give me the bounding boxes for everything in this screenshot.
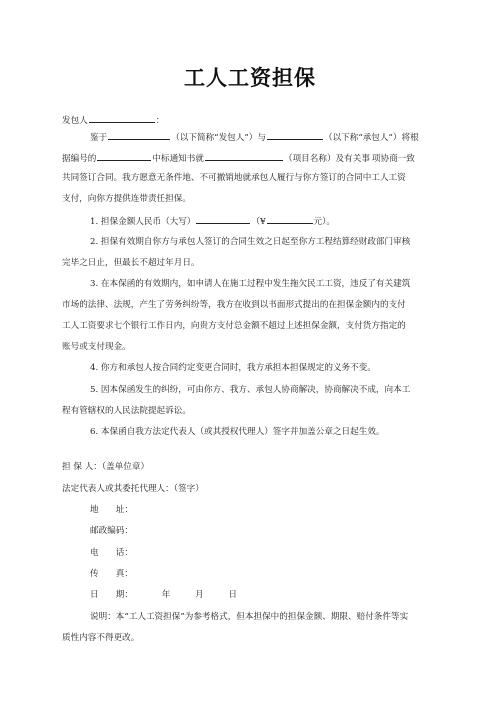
document-title: 工人工资担保 — [184, 65, 316, 90]
item3-line1: 3. 在本保函的有效期内，如申请人在施工过程中发生拖欠民工工资，违反了有关建筑 — [90, 279, 411, 289]
guarantor-line: 担 保 人：（盖单位章） — [62, 462, 150, 472]
legal-rep-line: 法定代表人或其委托代理人：（签字） — [62, 484, 204, 494]
note-line1: 说明：本“工人工资担保”为参考格式，但本担保中的担保金额、期限、赔付条件等实 — [90, 612, 409, 622]
item5-line1: 5. 因本保函发生的纠纷，可由你方、我方、承包人协商解决，协商解决不成，向本工 — [90, 385, 411, 395]
item3-line4: 账号或支付现金。 — [62, 342, 131, 352]
item1-line: 1. 担保金额人民币（大写） （¥ 元）。 — [90, 214, 335, 228]
bid-number-blank[interactable] — [97, 151, 151, 161]
postcode-line: 邮政编码： — [90, 526, 133, 536]
employer-label: 发包人 — [62, 116, 88, 126]
employer-blank[interactable] — [89, 113, 155, 123]
contractor-name-blank[interactable] — [267, 130, 323, 140]
date-label: 日 期： — [90, 590, 133, 600]
phone-line: 电 话： — [90, 548, 133, 558]
para1-line2: 据编号的 中标通知书就 （项目名称）及有关事 项协商一致 — [62, 151, 415, 165]
address-line: 地 址： — [90, 505, 133, 515]
date-day: 日 — [228, 590, 238, 600]
para1-line1: 鉴于 （以下简称“发包人”）与 （以下称“承包人”）将根 — [90, 130, 419, 144]
date-line — [90, 589, 237, 601]
project-name-blank[interactable] — [205, 151, 283, 161]
amount-figure-blank[interactable] — [267, 214, 313, 224]
amount-words-blank[interactable] — [196, 214, 250, 224]
para1-line3: 共同签订合同。我方愿意无条件地、不可撤销地就承包人履行与你方签订的合同中工人工资 — [62, 173, 406, 183]
note-line2: 质性内容不得更改。 — [62, 633, 140, 643]
item3-line3: 工人工资要求七个银行工作日内，向贵方支付总金额不超过上述担保金额，支付货方指定的 — [62, 321, 406, 331]
date-month: 月 — [195, 590, 204, 600]
employer-line — [62, 113, 164, 127]
item5-line2: 程有管辖权的人民法院提起诉讼。 — [62, 406, 191, 416]
employer-name-blank[interactable] — [108, 130, 170, 140]
item6-line: 6. 本保函自我方法定代表人（或其授权代理人）签字并加盖公章之日起生效。 — [90, 427, 385, 437]
item3-line2: 市场的法律、法规，产生了劳务纠纷等，我方在收到以书面形式提出的在担保金额内的支付 — [62, 300, 406, 310]
fax-line: 传 真： — [90, 569, 133, 579]
item2-line2: 完毕之日止，但最长不超过年月日。 — [62, 258, 200, 268]
employer-colon: ： — [155, 116, 165, 126]
para1-line4: 支付，向你方提供连带责任担保。 — [62, 194, 191, 204]
item4-line: 4. 你方和承包人按合同约定变更合同时，我方承担本担保规定的义务不变。 — [90, 363, 376, 373]
item2-line1: 2. 担保有效期自你方与承包人签订的合同生效之日起至你方工程结算经财政部门审核 — [90, 237, 411, 247]
date-year: 年 — [161, 590, 171, 600]
